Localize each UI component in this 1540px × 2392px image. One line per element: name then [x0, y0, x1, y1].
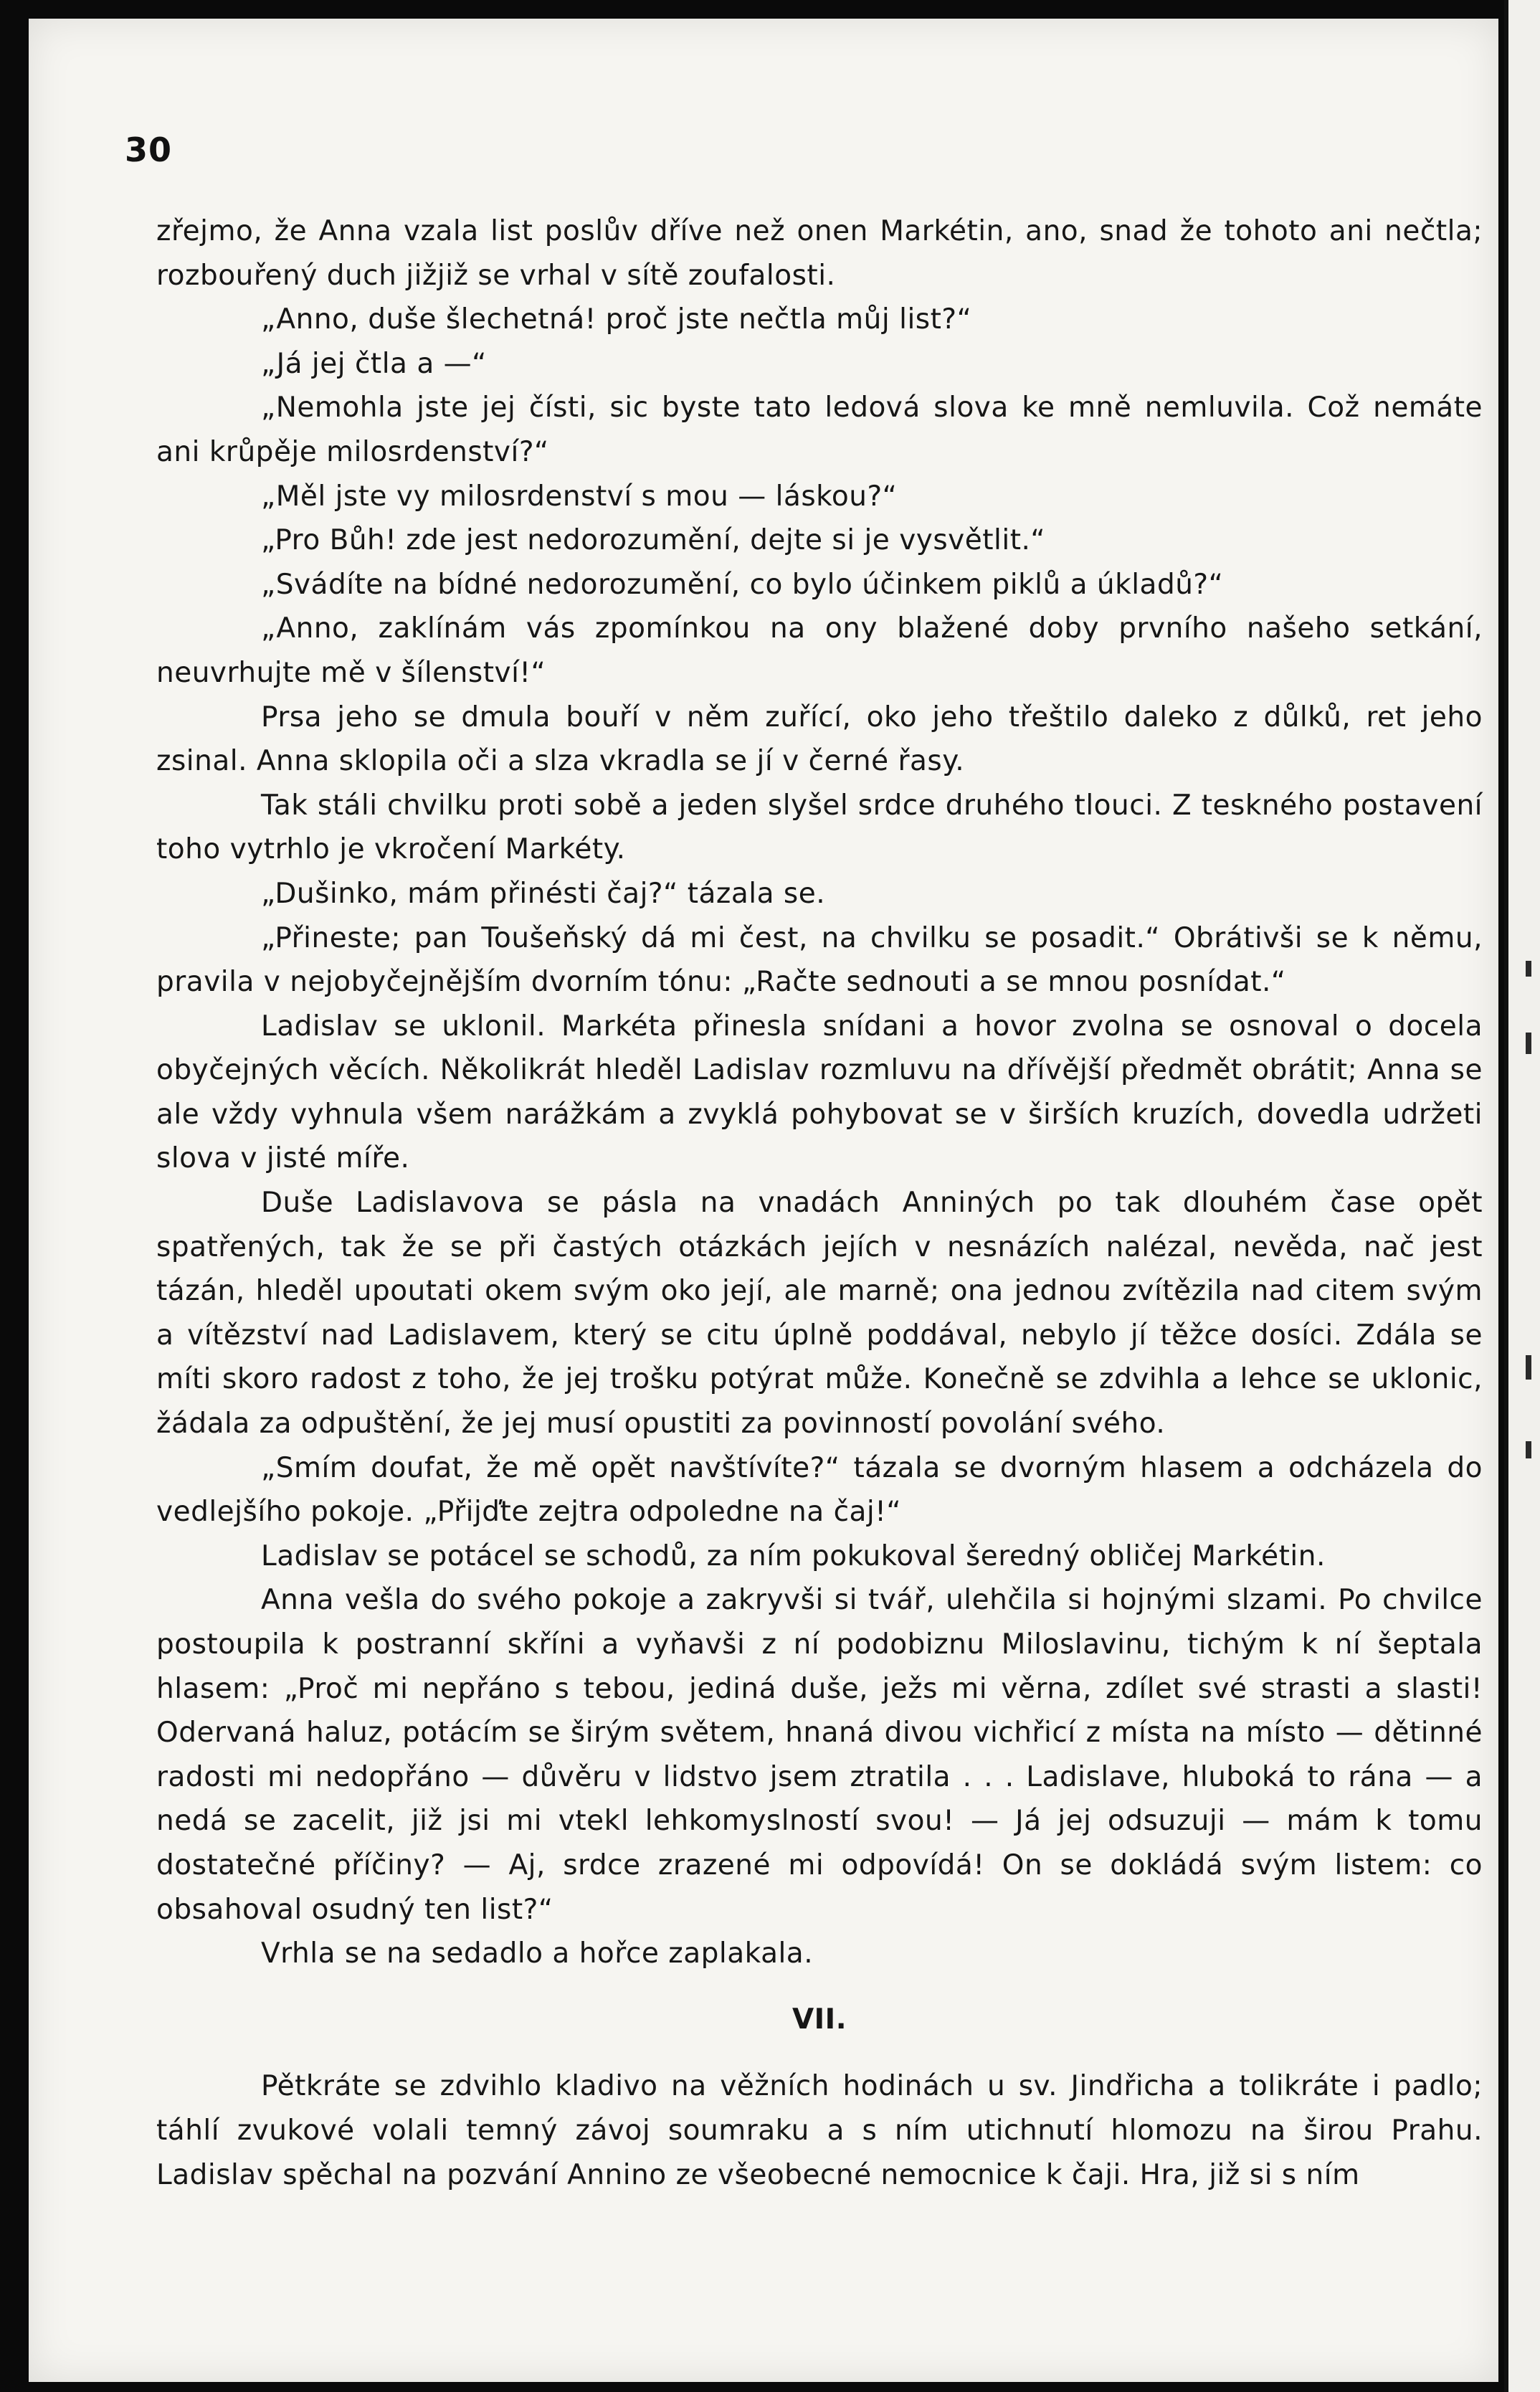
paragraph: Tak stáli chvilku proti sobě a jeden slyšel srdce druhého tlouci. Z teskného postavení toho vytrhlo je vkročení Markéty.	[156, 789, 1483, 866]
paragraph: „Dušinko, mám přinésti čaj?“ tázala se.	[261, 877, 826, 910]
page-text	[156, 209, 1483, 2197]
paragraph: „Já jej čtla a —“	[261, 347, 487, 380]
paragraph: Prsa jeho se dmula bouří v něm zuřící, oko jeho třeštilo daleko z důlků, ret jeho zsinal. Anna sklopila oči a slza vkradla se jí v černé řasy.	[156, 701, 1483, 778]
paragraph: Pětkráte se zdvihlo kladivo na věžních hodinách u sv. Jindřicha a tolikráte i padlo; táhlí zvukové volali temný závoj soumraku a s ním utichnutí hlomozu na širou Prahu. Ladislav spěchal na pozvání Annino ze všeobecné nemocnice k čaji. Hra, již si s ním	[156, 2070, 1483, 2191]
page-number: 30	[125, 130, 173, 169]
paragraph: „Přineste; pan Toušeňský dá mi čest, na chvilku se posadit.“ Obrátivši se k němu, pravila v nejobyčejnějším dvorním tónu: „Račte sednouti a se mnou posnídat.“	[156, 921, 1483, 999]
book-page	[29, 19, 1498, 2382]
paragraph: „Anno, duše šlechetná! proč jste nečtla můj list?“	[261, 303, 972, 336]
paragraph: Vrhla se na sedadlo a hořce zaplakala.	[261, 1937, 814, 1970]
paragraph: „Smím doufat, že mě opět navštívíte?“ tázala se dvorným hlasem a odcházela do vedlejšího pokoje. „Přijďte zejtra odpoledne na čaj!“	[156, 1451, 1483, 1529]
paragraph: „Měl jste vy milosrdenství s mou — láskou?“	[261, 480, 898, 513]
edge-mark	[1526, 1441, 1531, 1458]
paragraph: Ladislav se uklonil. Markéta přinesla snídani a hovor zvolna se osnoval o docela obyčejných věcích. Několikrát hleděl Ladislav rozmluvu na dřívější předmět obrátit; Anna se ale vždy vyhnula všem narážkám a zvyklá pohybovat se v širších kruzích, dovedla udržeti slova v jisté míře.	[156, 1010, 1483, 1175]
adjacent-page-edge	[1504, 0, 1540, 2392]
edge-mark	[1526, 1033, 1531, 1054]
paragraph: zřejmo, že Anna vzala list poslův dříve než onen Markétin, ano, snad že tohoto ani nečtla; rozbouřený duch jižjiž se vrhal v sítě zoufalosti.	[156, 215, 1483, 292]
paragraph: „Svádíte na bídné nedorozumění, co bylo účinkem piklů a úkladů?“	[261, 568, 1224, 601]
paragraph: „Nemohla jste jej čísti, sic byste tato ledová slova ke mně nemluvila. Což nemáte ani krůpěje milosrdenství?“	[156, 391, 1483, 468]
paragraph: Ladislav se potácel se schodů, za ním pokukoval šeredný obličej Markétin.	[261, 1539, 1326, 1572]
paragraph: Anna vešla do svého pokoje a zakryvši si tvář, ulehčila si hojnými slzami. Po chvilce postoupila k postranní skříni a vyňavši z ní podobiznu Miloslavinu, tichým k ní šeptala hlasem: „Proč mi nepřáno s tebou, jediná duše, ježs mi věrna, zdílet své strasti a slasti! Odervaná haluz, potácím se širým světem, hnaná divou vichřicí z místa na místo — dětinné radosti mi nedopřáno — důvěru v lidstvo jsem ztratila . . . Ladislave, hluboká to rána — a nedá se zacelit, již jsi mi vtekl lehkomyslností svou! — Já jej odsuzuji — mám k tomu dostatečné příčiny? — Aj, srdce zrazené mi odpovídá! On se dokládá svým listem: co obsahoval osudný ten list?“	[156, 1584, 1483, 1926]
paragraph: „Pro Bůh! zde jest nedorozumění, dejte si je vysvětlit.“	[261, 524, 1046, 557]
paragraph: Duše Ladislavova se pásla na vnadách Anniných po tak dlouhém čase opět spatřených, tak že se při častých otázkách jejích v nesnázích nalézal, nevěda, nač jest tázán, hleděl upoutati okem svým oko její, ale marně; ona jednou zvítězila nad citem svým a vítězství nad Ladislavem, který se citu úplně poddával, nebylo jí těžce dosíci. Zdála se míti skoro radost z toho, že jej trošku potýrat může. Konečně se zdvihla a lehce se uklonic, žádala za odpuštění, že jej musí opustiti za povinností povolání svého.	[156, 1187, 1483, 1441]
edge-mark	[1526, 1355, 1531, 1380]
edge-mark	[1526, 961, 1531, 977]
chapter-heading: VII.	[792, 2003, 847, 2036]
paragraph: „Anno, zaklínám vás zpomínkou na ony blažené doby prvního našeho setkání, neuvrhujte mě v šílenství!“	[156, 612, 1483, 689]
